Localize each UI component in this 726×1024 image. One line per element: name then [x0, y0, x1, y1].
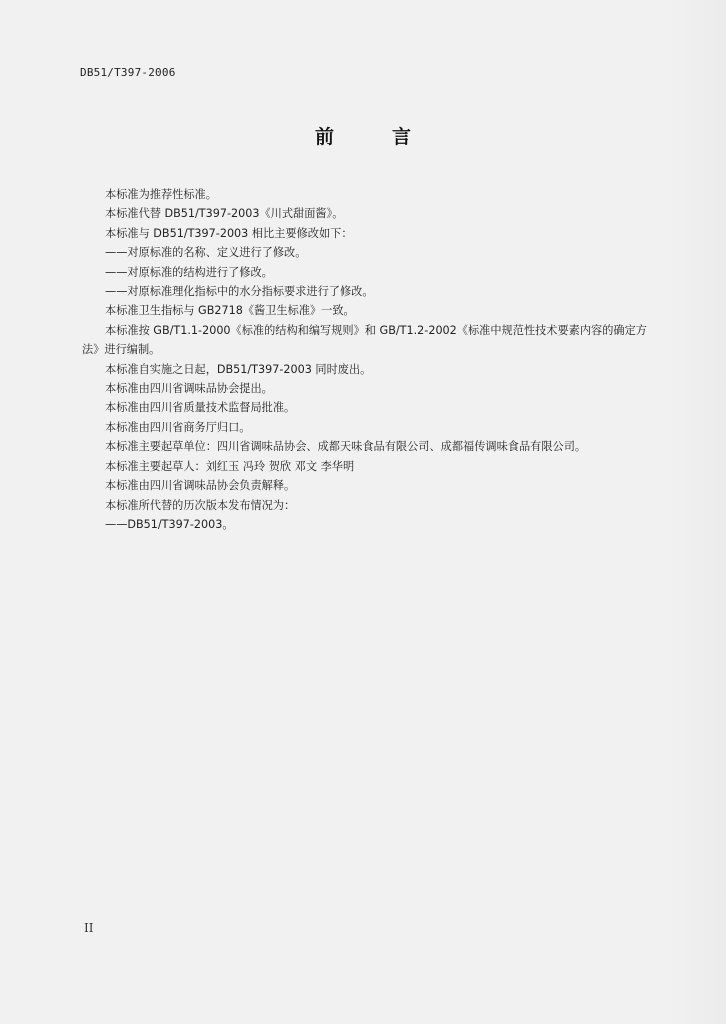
- paragraph: 本标准与 DB51/T397-2003 相比主要修改如下：: [105, 226, 353, 240]
- paragraph: 本标准所代替的历次版本发布情况为：: [105, 498, 296, 512]
- paragraph: 本标准代替 DB51/T397-2003《川式甜面酱》。: [105, 207, 344, 221]
- page-number: II: [84, 921, 94, 935]
- standard-code-header: DB51/T397-2006: [80, 66, 176, 79]
- paragraph: 本标准主要起草单位：四川省调味品协会、成都天味食品有限公司、成都福传调味食品有限公司。: [105, 440, 587, 454]
- scan-edge-shading: [666, 0, 726, 1024]
- paragraph: 本标准由四川省商务厅归口。: [105, 420, 251, 434]
- foreword-body: [82, 185, 662, 534]
- paragraph: 本标准由四川省调味品协会负责解释。: [105, 479, 296, 493]
- paragraph: ——DB51/T397-2003。: [105, 517, 234, 531]
- paragraph: 本标准主要起草人：刘红玉 冯玲 贺欣 邓文 李华明: [105, 459, 355, 473]
- paragraph: ——对原标准的名称、定义进行了修改。: [105, 246, 307, 260]
- paragraph: 本标准卫生指标与 GB2718《酱卫生标准》一致。: [105, 304, 355, 318]
- paragraph: 本标准为推荐性标准。: [105, 188, 217, 201]
- paragraph: ——对原标准的结构进行了修改。: [105, 265, 273, 279]
- paragraph: 本标准自实施之日起，DB51/T397-2003 同时废出。: [105, 362, 372, 376]
- paragraph: 本标准按 GB/T1.1-2000《标准的结构和编写规则》和 GB/T1.2-2002《标准中规范性技术要素内容的确定方法》进行编制。: [82, 323, 647, 357]
- paragraph: 本标准由四川省质量技术监督局批准。: [105, 401, 296, 415]
- paragraph: 本标准由四川省调味品协会提出。: [105, 382, 273, 396]
- paragraph: ——对原标准理化指标中的水分指标要求进行了修改。: [105, 285, 374, 299]
- page-title: 前言: [314, 126, 469, 148]
